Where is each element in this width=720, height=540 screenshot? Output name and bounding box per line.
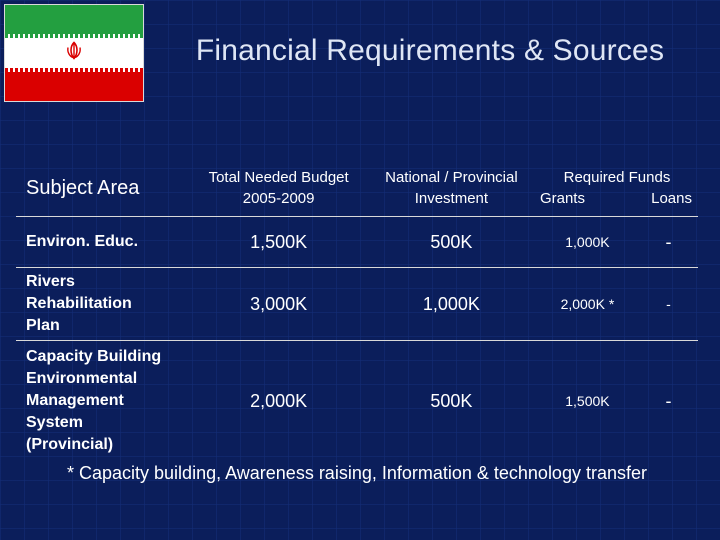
loans-cell: - <box>639 268 698 341</box>
total-cell: 3,000K <box>190 268 366 341</box>
table-row <box>16 268 698 341</box>
financial-table <box>16 160 698 461</box>
header-national-line1: National / Provincial <box>385 169 518 186</box>
subject-line: Plan <box>26 317 60 334</box>
subject-cell <box>16 341 190 462</box>
national-cell: 1,000K <box>367 268 536 341</box>
table-row <box>16 217 698 268</box>
table-header-row <box>16 160 698 217</box>
subject-line: System <box>26 414 83 431</box>
page-title: Financial Requirements & Sources <box>195 34 665 67</box>
national-cell: 500K <box>367 217 536 268</box>
header-loans: Loans <box>651 190 692 207</box>
subject-line: Environmental <box>26 370 138 387</box>
emblem-icon <box>66 41 82 64</box>
footnote: * Capacity building, Awareness raising, Information & technology transfer <box>67 463 647 483</box>
grants-cell: 2,000K * <box>536 268 639 341</box>
header-required-funds <box>536 160 698 217</box>
loans-cell: - <box>639 217 698 268</box>
subject-line: Rivers <box>26 273 75 290</box>
national-cell: 500K <box>430 390 473 411</box>
header-total-budget <box>190 160 366 217</box>
iran-flag-icon <box>4 4 144 102</box>
subject-line: Environ. Educ. <box>26 233 139 250</box>
table-row <box>16 341 698 462</box>
subject-line: (Provincial) <box>26 436 114 453</box>
header-total-line1: Total Needed Budget <box>208 169 349 186</box>
grants-cell: 1,500K <box>565 393 610 409</box>
subject-line: Capacity Building <box>26 348 162 365</box>
header-grants: Grants <box>539 190 585 207</box>
header-required-funds-label: Required Funds <box>563 169 671 186</box>
header-subject-label: Subject Area <box>26 176 140 199</box>
loans-cell: - <box>665 390 672 411</box>
subject-line: Rehabilitation <box>26 295 132 312</box>
grants-cell: 1,000K <box>536 217 639 268</box>
total-cell: 2,000K <box>250 390 308 411</box>
header-total-line2: 2005-2009 <box>242 190 315 207</box>
header-national-line2: Investment <box>414 190 489 207</box>
subject-cell <box>16 268 190 341</box>
header-subject-area <box>16 160 190 217</box>
subject-line: Management <box>26 392 124 409</box>
total-cell: 1,500K <box>190 217 366 268</box>
header-national-investment <box>367 160 536 217</box>
subject-cell <box>16 217 190 268</box>
